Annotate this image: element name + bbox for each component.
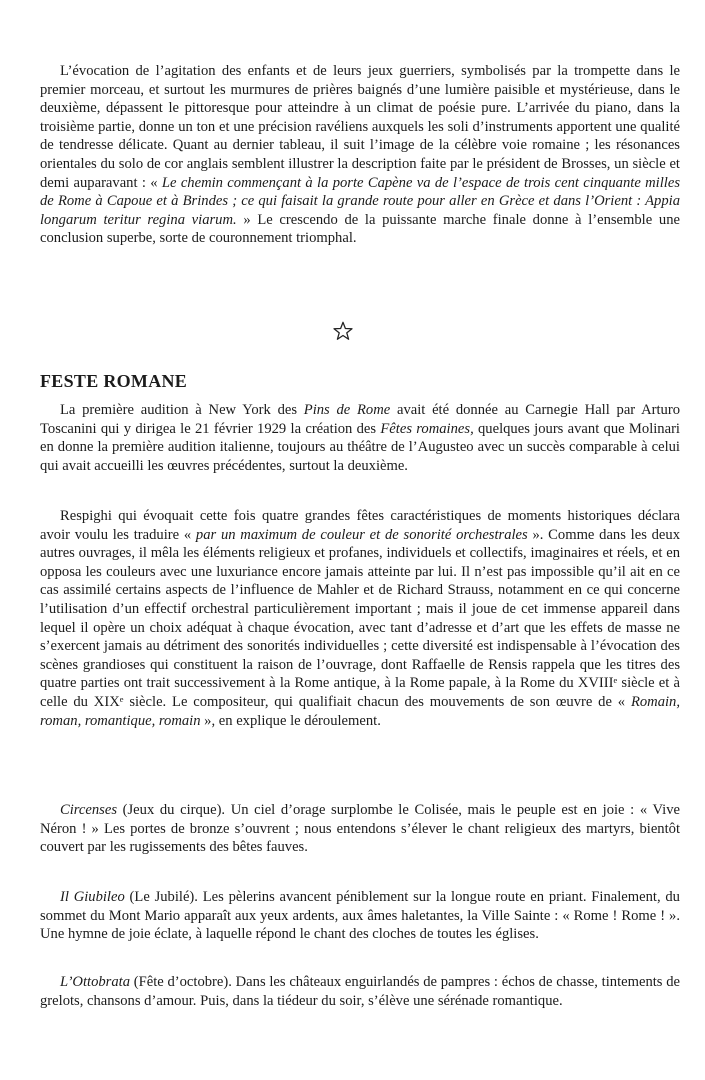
italic-text-run: Le chemin commençant à la porte Capène va de l’espace de trois cent cinquante milles de Rome à Capoue et à Brindes ; ce qui faisait la grande route pour aller en Grèce et dans l’Orient : Appia longarum teritur regina viarum. — [40, 174, 680, 228]
text-run: Respighi qui évoquait cette fois quatre grandes fêtes caractéristiques de moments historiques déclara avoir voulu les traduire « — [40, 508, 680, 543]
section-title: FESTE ROMANE — [40, 371, 188, 391]
italic-text-run: Il Giubileo — [60, 889, 125, 905]
paragraph-pins-de-rome-conclusion — [40, 62, 680, 248]
italic-text-run: Fêtes romaines, — [380, 420, 474, 437]
paragraph-circenses — [40, 801, 680, 857]
text-run: », en explique le déroulement. — [200, 712, 381, 729]
text-run: (Fête d’octobre). Dans les châteaux enguirlandés de pampres : échos de chasse, tintements de grelots, chansons d’amour. Puis, dans la tiédeur du soir, s’élève une sérénade romantique. — [40, 974, 680, 1009]
italic-text-run: Circenses — [60, 802, 118, 818]
text-run: avait été donnée au Carnegie Hall par Arturo Toscanini qui y dirigea le 21 février 1929 la création des — [40, 402, 681, 437]
italic-text-run: Romain, roman, romantique, romain — [40, 693, 680, 729]
paragraph-premiere-audition — [40, 401, 680, 475]
text-run: quelques jours avant que Molinari en donne la première audition italienne, toujours au théâtre de l’Augusteo avec un succès comparable à celui qui avait accueilli les œuvres précédentes, surtout la deuxième. — [40, 420, 680, 474]
text-run: La première audition à New York des — [60, 402, 304, 418]
italic-text-run: par un maximum de couleur et de sonorité orchestrales — [195, 526, 528, 543]
star-outline-icon — [332, 320, 354, 342]
text-run: L’évocation de l’agitation des enfants et de leurs jeux guerriers, symbolisés par la trompette dans le premier morceau, et surtout les murmures de prières baignés d’une lumière paisible et mystérieuse, dans le deuxième, dépassent le pittoresque pour atteindre à un climat de poésie pure. L’arrivée du piano, dans la troisième partie, donne un ton et une précision ravéliens auxquels les soli d’instruments apportent une qualité de tendresse délicate. Quant au dernier tableau, il suit l’image de la célèbre voie romaine ; les résonances orientales du solo de cor anglais semblent illustrer la description faite par le président de Brosses, un siècle et demi auparavant : « — [40, 63, 680, 191]
text-run: (Jeux du cirque). Un ciel d’orage surplombe le Colisée, mais le peuple est en joie : « Vive Néron ! » Les portes de bronze s’ouvrent ; nous entendons s’élever le chant religieux des martyrs, bientôt couvert par les rugissements des bêtes fauves. — [40, 802, 680, 856]
text-run: » Le crescendo de la puissante marche finale donne à l’ensemble une conclusion superbe, sorte de couronnement triomphal. — [40, 211, 680, 247]
paragraph-ottobrata — [40, 973, 680, 1010]
text-run: ». Comme dans les deux autres ouvrages, il mêla les éléments religieux et profanes, individuels et collectifs, imaginaires et réels, et en opposa les couleurs avec une luxuriance encore jamais atteinte par lui. Il n’est pas impossible qu’il ait en ce cas assimilé certains aspects de l’influence de Mahler et de Richard Strauss, notamment en ce qui concerne l’utilisation d’un effectif orchestral particulièrement important ; mais il joue de cet immense appareil dans lequel il opère un choix adéquat à chaque évocation, avec tant d’adresse et d’art que les effets de masse ne s’exercent jamais au détriment des sonorités individuelles ; cette diversité est indispensable à l’évocation des scènes grandioses qui constituent la raison de l’ouvrage, dont Raffaelle de Rensis rappela que les titres des quatre parties ont trait successivement à la Rome antique, à la Rome papale, à la Rome du XVIIIᵉ siècle et à celle du XIXᵉ siècle. Le compositeur, qui qualifiait chacun des mouvements de son œuvre de « — [40, 526, 681, 710]
text-run: (Le Jubilé). Les pèlerins avancent péniblement sur la longue route en priant. Finalement, du sommet du Mont Mario apparaît aux yeux ardents, aux âmes haletantes, la Ville Sainte : « Rome ! Rome ! ». Une hymne de joie éclate, à laquelle répond le chant des cloches de toutes les églises. — [40, 889, 680, 943]
paragraph-il-giubileo — [40, 888, 680, 944]
paragraph-respighi-evocation — [40, 507, 680, 730]
italic-text-run: L’Ottobrata — [60, 974, 131, 990]
italic-text-run: Pins de Rome — [303, 402, 391, 418]
